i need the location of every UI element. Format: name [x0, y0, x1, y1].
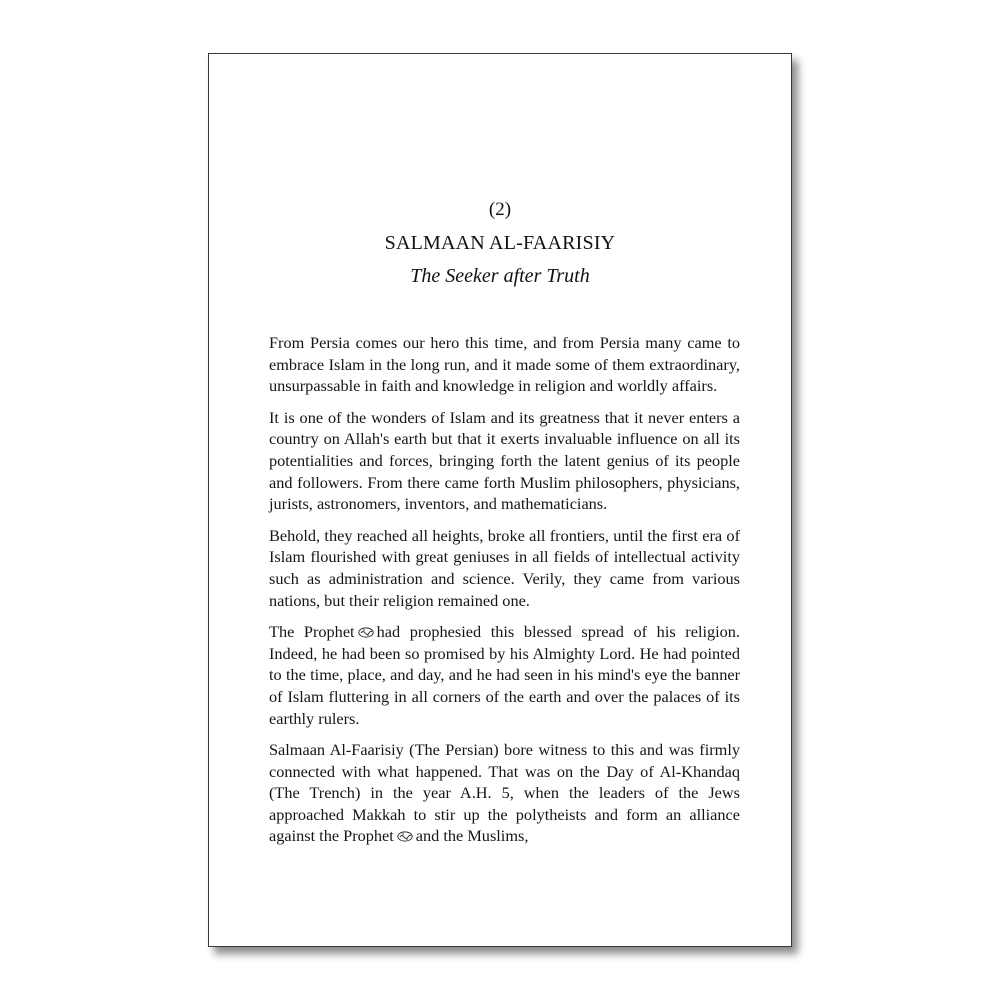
salawat-calligraphy-icon — [358, 627, 374, 638]
paragraph-5 — [269, 739, 740, 847]
paragraph-5-start: Salmaan Al-Faarisiy (The Persian) bore witness to this and was firmly connected with what happened. That was on the Day of Al-Khandaq (The Trench) in the year A.H. 5, when the leaders of the Jews approached Makkah to stir up the polytheists and form an alliance against the Prophet — [269, 740, 740, 846]
paragraph-3: Behold, they reached all heights, broke all frontiers, until the first era of Islam flourished with great geniuses in all fields of intellectual activity such as administration and science. Verily, they came from various nations, but their religion remained one. — [269, 525, 740, 610]
paragraph-1: From Persia comes our hero this time, and from Persia many came to embrace Islam in the long run, and it made some of them extraordinary, unsurpassable in faith and knowledge in religion and worldly affairs. — [269, 333, 740, 396]
paragraph-5-end: and the Muslims, — [415, 826, 529, 846]
paragraph-4-start: The Prophet — [269, 622, 355, 642]
chapter-body — [269, 332, 740, 857]
paragraph-4 — [269, 621, 740, 729]
chapter-subtitle: The Seeker after Truth — [410, 265, 590, 287]
chapter-number: (2) — [488, 199, 512, 220]
book-page — [208, 53, 792, 947]
paragraph-4-end: had prophesied this blessed spread of his religion. Indeed, he had been so promised by his Almighty Lord. He had pointed to the time, place, and day, and he had seen in his mind's eye the banner of Islam fluttering in all corners of the earth and over the palaces of its earthly rulers. — [269, 622, 741, 728]
salawat-calligraphy-icon — [397, 831, 413, 842]
paragraph-2: It is one of the wonders of Islam and its greatness that it never enters a country on Allah's earth but that it exerts invaluable influence on all its potentialities and forces, bringing forth the latent genius of its people and followers. From there came forth Muslim philosophers, physicians, jurists, astronomers, inventors, and mathematicians. — [269, 407, 740, 514]
chapter-title: SALMAAN AL-FAARISIY — [384, 232, 616, 254]
